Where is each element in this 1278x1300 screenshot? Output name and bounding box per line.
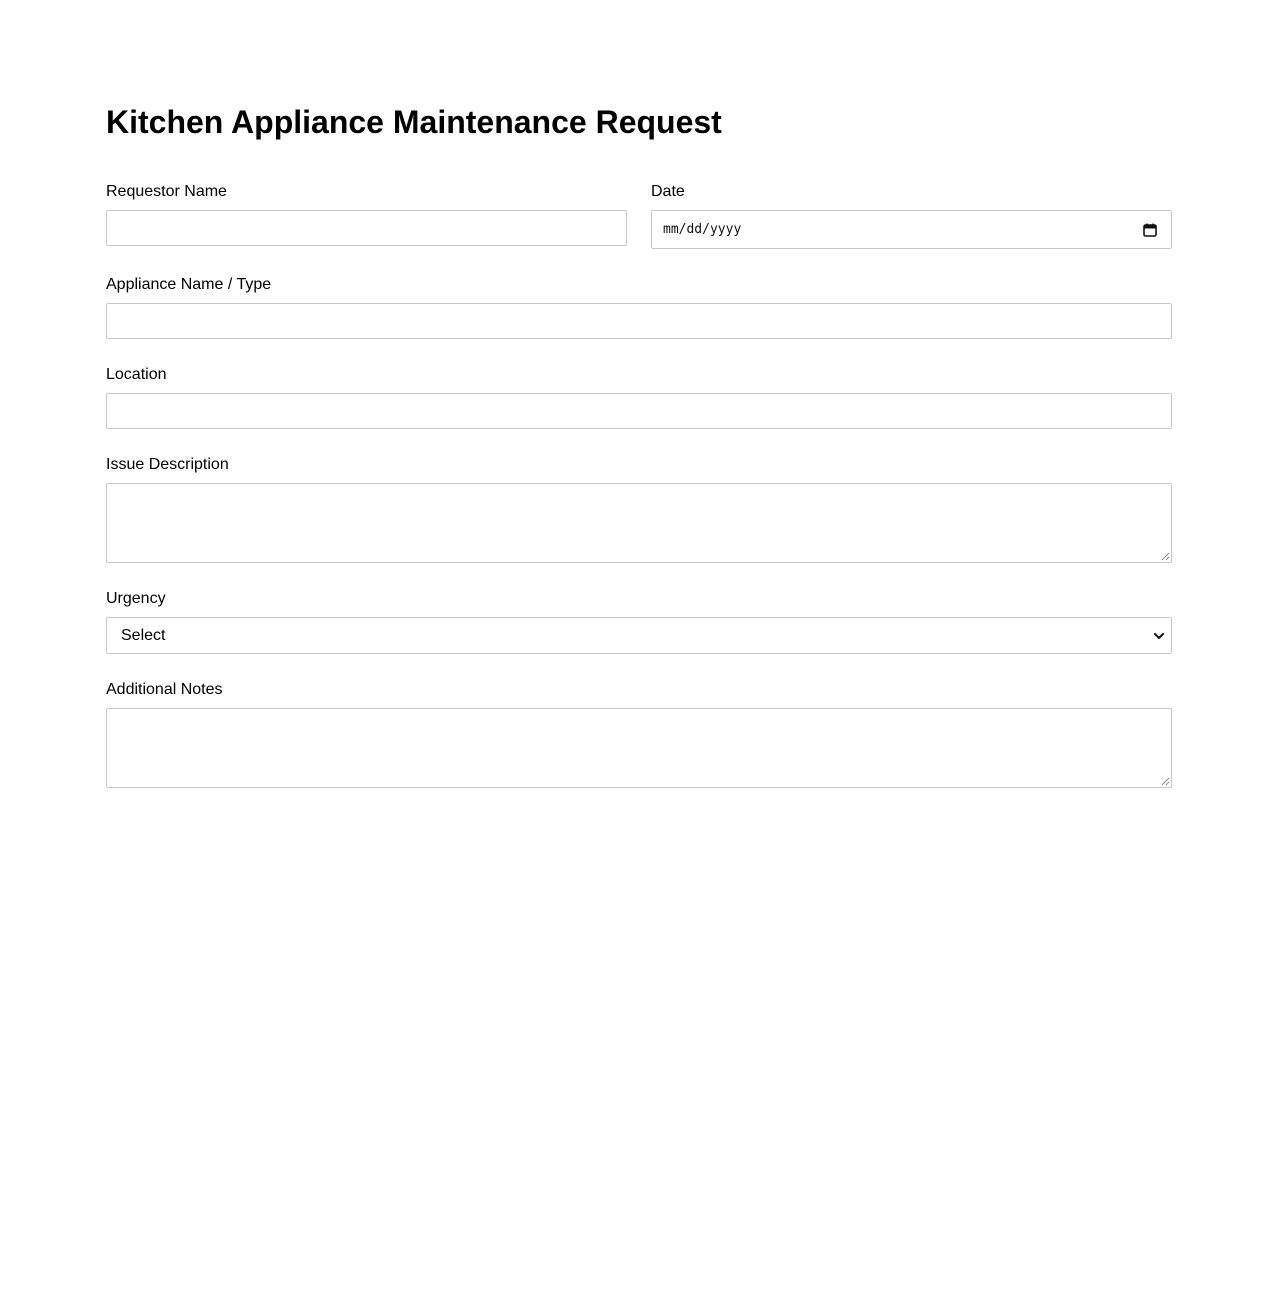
date-placeholder: mm/dd/yyyy xyxy=(663,222,742,237)
resize-grip-icon[interactable] xyxy=(1160,776,1170,786)
requestor-name-input[interactable] xyxy=(106,210,627,246)
appliance-label: Appliance Name / Type xyxy=(106,276,272,293)
issue-description-textarea[interactable] xyxy=(106,483,1172,563)
urgency-label: Urgency xyxy=(106,590,166,607)
issue-description-label: Issue Description xyxy=(106,456,229,473)
page-title: Kitchen Appliance Maintenance Request xyxy=(106,104,722,140)
location-label: Location xyxy=(106,366,167,383)
date-label: Date xyxy=(651,183,685,200)
appliance-input[interactable] xyxy=(106,303,1172,339)
location-input[interactable] xyxy=(106,393,1172,429)
urgency-select[interactable] xyxy=(106,617,1172,654)
resize-grip-icon[interactable] xyxy=(1160,551,1170,561)
calendar-icon[interactable] xyxy=(1143,223,1157,237)
additional-notes-label: Additional Notes xyxy=(106,681,223,698)
requestor-name-label: Requestor Name xyxy=(106,183,227,200)
date-input[interactable] xyxy=(651,210,1172,249)
chevron-down-icon xyxy=(1153,631,1165,641)
additional-notes-textarea[interactable] xyxy=(106,708,1172,788)
urgency-selected-value: Select xyxy=(121,627,166,644)
